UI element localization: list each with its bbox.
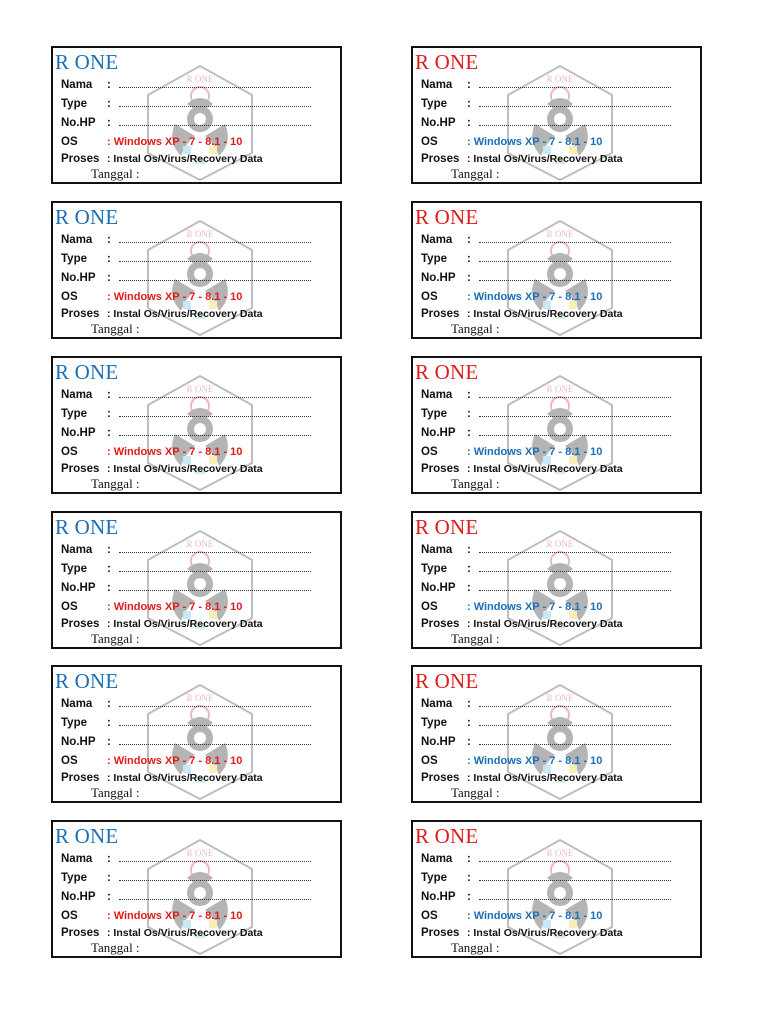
proses-label: Proses <box>421 153 460 165</box>
os-value: : Windows XP - 7 - 8.1 - 10 <box>107 601 243 613</box>
hp-row <box>421 271 473 285</box>
type-dotted-line[interactable] <box>119 880 311 881</box>
type-colon: : <box>467 408 471 420</box>
os-label: OS <box>61 601 78 613</box>
nama-row <box>61 233 113 247</box>
hp-dotted-line[interactable] <box>479 280 671 281</box>
type-row <box>61 871 113 885</box>
nama-colon: : <box>107 234 111 246</box>
hp-colon: : <box>107 891 111 903</box>
os-value: : Windows XP - 7 - 8.1 - 10 <box>107 910 243 922</box>
type-row <box>61 407 113 421</box>
svg-text:R ONE: R ONE <box>186 74 214 84</box>
type-row <box>421 407 473 421</box>
proses-row <box>421 307 623 321</box>
proses-value: : Instal Os/Virus/Recovery Data <box>467 153 623 165</box>
nama-row <box>61 697 113 711</box>
hp-row <box>421 581 473 595</box>
hp-label: No.HP <box>61 272 96 284</box>
nama-colon: : <box>107 389 111 401</box>
type-dotted-line[interactable] <box>479 880 671 881</box>
type-label: Type <box>421 408 447 420</box>
os-row <box>421 600 602 614</box>
os-label: OS <box>61 755 78 767</box>
type-label: Type <box>421 563 447 575</box>
tanggal-label: Tanggal : <box>451 476 500 491</box>
hp-label: No.HP <box>421 117 456 129</box>
nama-label: Nama <box>61 79 93 91</box>
hp-row <box>61 116 113 130</box>
os-label: OS <box>61 291 78 303</box>
nama-label: Nama <box>61 234 93 246</box>
type-label: Type <box>61 717 87 729</box>
type-row <box>421 252 473 266</box>
os-label: OS <box>421 910 438 922</box>
hp-colon: : <box>107 582 111 594</box>
hp-dotted-line[interactable] <box>479 590 671 591</box>
hp-row <box>61 735 113 749</box>
proses-label: Proses <box>421 772 460 784</box>
type-label: Type <box>421 98 447 110</box>
hp-label: No.HP <box>421 891 456 903</box>
svg-text:R ONE: R ONE <box>186 693 214 703</box>
type-colon: : <box>107 253 111 265</box>
svg-text:R ONE: R ONE <box>186 848 214 858</box>
proses-value: : Instal Os/Virus/Recovery Data <box>467 772 623 784</box>
proses-row <box>61 462 263 476</box>
proses-row <box>61 152 263 166</box>
hp-row <box>421 890 473 904</box>
service-label-card <box>411 356 702 494</box>
hp-label: No.HP <box>421 736 456 748</box>
hp-row <box>421 426 473 440</box>
hp-dotted-line[interactable] <box>119 744 311 745</box>
tanggal-label: Tanggal : <box>451 785 500 800</box>
hp-row <box>61 426 113 440</box>
proses-row <box>421 152 623 166</box>
hp-dotted-line[interactable] <box>119 435 311 436</box>
hp-colon: : <box>107 117 111 129</box>
type-label: Type <box>61 563 87 575</box>
type-row <box>421 871 473 885</box>
tanggal-label: Tanggal : <box>451 631 500 646</box>
os-row <box>61 909 242 923</box>
tanggal-label: Tanggal : <box>91 321 140 336</box>
nama-colon: : <box>467 853 471 865</box>
proses-label: Proses <box>61 927 100 939</box>
nama-colon: : <box>467 79 471 91</box>
os-value: : Windows XP - 7 - 8.1 - 10 <box>107 446 243 458</box>
hp-label: No.HP <box>61 891 96 903</box>
nama-dotted-line[interactable] <box>119 242 311 243</box>
nama-label: Nama <box>421 544 453 556</box>
card-title: R ONE <box>55 669 119 693</box>
proses-value: : Instal Os/Virus/Recovery Data <box>467 927 623 939</box>
hp-label: No.HP <box>61 736 96 748</box>
nama-row <box>421 852 473 866</box>
hp-colon: : <box>467 272 471 284</box>
proses-label: Proses <box>421 618 460 630</box>
type-dotted-line[interactable] <box>119 725 311 726</box>
nama-label: Nama <box>61 698 93 710</box>
nama-row <box>421 233 473 247</box>
proses-row <box>421 926 623 940</box>
nama-row <box>421 78 473 92</box>
nama-colon: : <box>467 698 471 710</box>
proses-label: Proses <box>421 308 460 320</box>
proses-value: : Instal Os/Virus/Recovery Data <box>107 308 263 320</box>
service-label-card <box>51 46 342 184</box>
proses-value: : Instal Os/Virus/Recovery Data <box>467 463 623 475</box>
type-colon: : <box>107 408 111 420</box>
os-row <box>421 754 602 768</box>
proses-row <box>61 617 263 631</box>
hp-label: No.HP <box>61 117 96 129</box>
type-colon: : <box>107 872 111 884</box>
type-dotted-line[interactable] <box>119 416 311 417</box>
os-row <box>61 600 242 614</box>
nama-label: Nama <box>61 389 93 401</box>
nama-label: Nama <box>61 853 93 865</box>
os-label: OS <box>421 446 438 458</box>
os-value: : Windows XP - 7 - 8.1 - 10 <box>467 910 603 922</box>
hp-colon: : <box>107 272 111 284</box>
hp-colon: : <box>467 117 471 129</box>
service-label-card <box>51 820 342 958</box>
service-label-card <box>411 46 702 184</box>
nama-dotted-line[interactable] <box>479 706 671 707</box>
type-row <box>421 562 473 576</box>
hp-colon: : <box>107 736 111 748</box>
proses-label: Proses <box>421 927 460 939</box>
nama-row <box>61 543 113 557</box>
os-label: OS <box>61 446 78 458</box>
type-row <box>421 716 473 730</box>
type-row <box>61 562 113 576</box>
os-row <box>61 135 242 149</box>
nama-label: Nama <box>421 79 453 91</box>
hp-colon: : <box>467 427 471 439</box>
svg-text:R ONE: R ONE <box>546 693 574 703</box>
os-row <box>61 445 242 459</box>
hp-dotted-line[interactable] <box>479 435 671 436</box>
os-value: : Windows XP - 7 - 8.1 - 10 <box>467 755 603 767</box>
type-label: Type <box>61 98 87 110</box>
type-label: Type <box>421 253 447 265</box>
nama-row <box>61 78 113 92</box>
service-label-card <box>51 201 342 339</box>
hp-dotted-line[interactable] <box>479 899 671 900</box>
nama-dotted-line[interactable] <box>479 397 671 398</box>
type-dotted-line[interactable] <box>119 106 311 107</box>
nama-dotted-line[interactable] <box>479 242 671 243</box>
nama-colon: : <box>107 544 111 556</box>
nama-colon: : <box>107 853 111 865</box>
os-row <box>61 754 242 768</box>
hp-colon: : <box>467 582 471 594</box>
hp-dotted-line[interactable] <box>119 590 311 591</box>
service-label-card <box>411 820 702 958</box>
os-value: : Windows XP - 7 - 8.1 - 10 <box>107 136 243 148</box>
type-row <box>61 252 113 266</box>
hp-label: No.HP <box>421 272 456 284</box>
nama-colon: : <box>467 544 471 556</box>
proses-label: Proses <box>61 463 100 475</box>
nama-row <box>421 388 473 402</box>
hp-label: No.HP <box>421 582 456 594</box>
proses-value: : Instal Os/Virus/Recovery Data <box>107 153 263 165</box>
type-dotted-line[interactable] <box>119 571 311 572</box>
proses-label: Proses <box>61 153 100 165</box>
card-title: R ONE <box>415 360 479 384</box>
svg-text:R ONE: R ONE <box>546 74 574 84</box>
type-dotted-line[interactable] <box>479 571 671 572</box>
proses-row <box>421 771 623 785</box>
os-value: : Windows XP - 7 - 8.1 - 10 <box>467 601 603 613</box>
nama-label: Nama <box>421 234 453 246</box>
proses-label: Proses <box>61 308 100 320</box>
nama-dotted-line[interactable] <box>479 861 671 862</box>
type-label: Type <box>61 253 87 265</box>
card-title: R ONE <box>415 824 479 848</box>
nama-colon: : <box>467 389 471 401</box>
type-colon: : <box>467 563 471 575</box>
hp-dotted-line[interactable] <box>119 125 311 126</box>
card-title: R ONE <box>415 515 479 539</box>
tanggal-label: Tanggal : <box>91 785 140 800</box>
nama-colon: : <box>107 698 111 710</box>
type-colon: : <box>467 98 471 110</box>
service-label-card <box>411 665 702 803</box>
hp-row <box>421 116 473 130</box>
type-dotted-line[interactable] <box>479 261 671 262</box>
proses-value: : Instal Os/Virus/Recovery Data <box>107 772 263 784</box>
type-dotted-line[interactable] <box>479 725 671 726</box>
type-dotted-line[interactable] <box>119 261 311 262</box>
os-row <box>421 135 602 149</box>
tanggal-label: Tanggal : <box>91 166 140 181</box>
card-title: R ONE <box>55 360 119 384</box>
service-label-card <box>51 356 342 494</box>
nama-label: Nama <box>421 698 453 710</box>
type-colon: : <box>467 872 471 884</box>
os-value: : Windows XP - 7 - 8.1 - 10 <box>107 291 243 303</box>
os-value: : Windows XP - 7 - 8.1 - 10 <box>467 136 603 148</box>
tanggal-label: Tanggal : <box>91 631 140 646</box>
nama-row <box>421 697 473 711</box>
proses-value: : Instal Os/Virus/Recovery Data <box>107 463 263 475</box>
card-title: R ONE <box>55 824 119 848</box>
type-label: Type <box>421 717 447 729</box>
tanggal-label: Tanggal : <box>451 940 500 955</box>
nama-colon: : <box>107 79 111 91</box>
service-label-card <box>411 511 702 649</box>
tanggal-label: Tanggal : <box>91 476 140 491</box>
os-label: OS <box>61 136 78 148</box>
nama-row <box>61 852 113 866</box>
svg-text:R ONE: R ONE <box>186 384 214 394</box>
nama-dotted-line[interactable] <box>479 552 671 553</box>
nama-dotted-line[interactable] <box>119 861 311 862</box>
os-row <box>421 909 602 923</box>
proses-value: : Instal Os/Virus/Recovery Data <box>107 618 263 630</box>
os-label: OS <box>421 755 438 767</box>
type-label: Type <box>61 408 87 420</box>
type-colon: : <box>467 717 471 729</box>
os-label: OS <box>421 291 438 303</box>
hp-row <box>421 735 473 749</box>
type-colon: : <box>107 563 111 575</box>
nama-dotted-line[interactable] <box>479 87 671 88</box>
proses-row <box>421 462 623 476</box>
nama-row <box>421 543 473 557</box>
svg-text:R ONE: R ONE <box>186 539 214 549</box>
type-dotted-line[interactable] <box>479 106 671 107</box>
type-label: Type <box>421 872 447 884</box>
os-value: : Windows XP - 7 - 8.1 - 10 <box>107 755 243 767</box>
os-label: OS <box>421 601 438 613</box>
nama-dotted-line[interactable] <box>119 397 311 398</box>
tanggal-label: Tanggal : <box>91 940 140 955</box>
svg-text:R ONE: R ONE <box>546 848 574 858</box>
hp-label: No.HP <box>61 427 96 439</box>
hp-colon: : <box>467 736 471 748</box>
card-title: R ONE <box>415 205 479 229</box>
type-row <box>421 97 473 111</box>
proses-value: : Instal Os/Virus/Recovery Data <box>467 618 623 630</box>
card-title: R ONE <box>55 515 119 539</box>
os-row <box>421 290 602 304</box>
hp-dotted-line[interactable] <box>119 899 311 900</box>
proses-label: Proses <box>61 618 100 630</box>
svg-text:R ONE: R ONE <box>546 539 574 549</box>
hp-dotted-line[interactable] <box>479 125 671 126</box>
proses-row <box>61 771 263 785</box>
proses-row <box>421 617 623 631</box>
svg-text:R ONE: R ONE <box>546 384 574 394</box>
svg-text:R ONE: R ONE <box>186 229 214 239</box>
type-row <box>61 716 113 730</box>
proses-label: Proses <box>421 463 460 475</box>
tanggal-label: Tanggal : <box>451 166 500 181</box>
hp-row <box>61 271 113 285</box>
proses-row <box>61 926 263 940</box>
type-label: Type <box>61 872 87 884</box>
card-title: R ONE <box>415 669 479 693</box>
hp-row <box>61 581 113 595</box>
type-colon: : <box>107 717 111 729</box>
os-value: : Windows XP - 7 - 8.1 - 10 <box>467 446 603 458</box>
type-colon: : <box>467 253 471 265</box>
nama-colon: : <box>467 234 471 246</box>
type-row <box>61 97 113 111</box>
card-title: R ONE <box>55 50 119 74</box>
os-label: OS <box>61 910 78 922</box>
os-value: : Windows XP - 7 - 8.1 - 10 <box>467 291 603 303</box>
hp-dotted-line[interactable] <box>479 744 671 745</box>
proses-label: Proses <box>61 772 100 784</box>
nama-label: Nama <box>421 853 453 865</box>
nama-label: Nama <box>421 389 453 401</box>
os-row <box>421 445 602 459</box>
hp-dotted-line[interactable] <box>119 280 311 281</box>
os-label: OS <box>421 136 438 148</box>
service-label-card <box>51 511 342 649</box>
nama-dotted-line[interactable] <box>119 87 311 88</box>
nama-label: Nama <box>61 544 93 556</box>
tanggal-label: Tanggal : <box>451 321 500 336</box>
hp-colon: : <box>107 427 111 439</box>
proses-value: : Instal Os/Virus/Recovery Data <box>107 927 263 939</box>
card-title: R ONE <box>55 205 119 229</box>
nama-dotted-line[interactable] <box>119 552 311 553</box>
hp-row <box>61 890 113 904</box>
nama-dotted-line[interactable] <box>119 706 311 707</box>
svg-text:R ONE: R ONE <box>546 229 574 239</box>
card-title: R ONE <box>415 50 479 74</box>
os-row <box>61 290 242 304</box>
nama-row <box>61 388 113 402</box>
type-dotted-line[interactable] <box>479 416 671 417</box>
type-colon: : <box>107 98 111 110</box>
hp-label: No.HP <box>421 427 456 439</box>
hp-colon: : <box>467 891 471 903</box>
proses-row <box>61 307 263 321</box>
proses-value: : Instal Os/Virus/Recovery Data <box>467 308 623 320</box>
hp-label: No.HP <box>61 582 96 594</box>
service-label-card <box>51 665 342 803</box>
service-label-card <box>411 201 702 339</box>
